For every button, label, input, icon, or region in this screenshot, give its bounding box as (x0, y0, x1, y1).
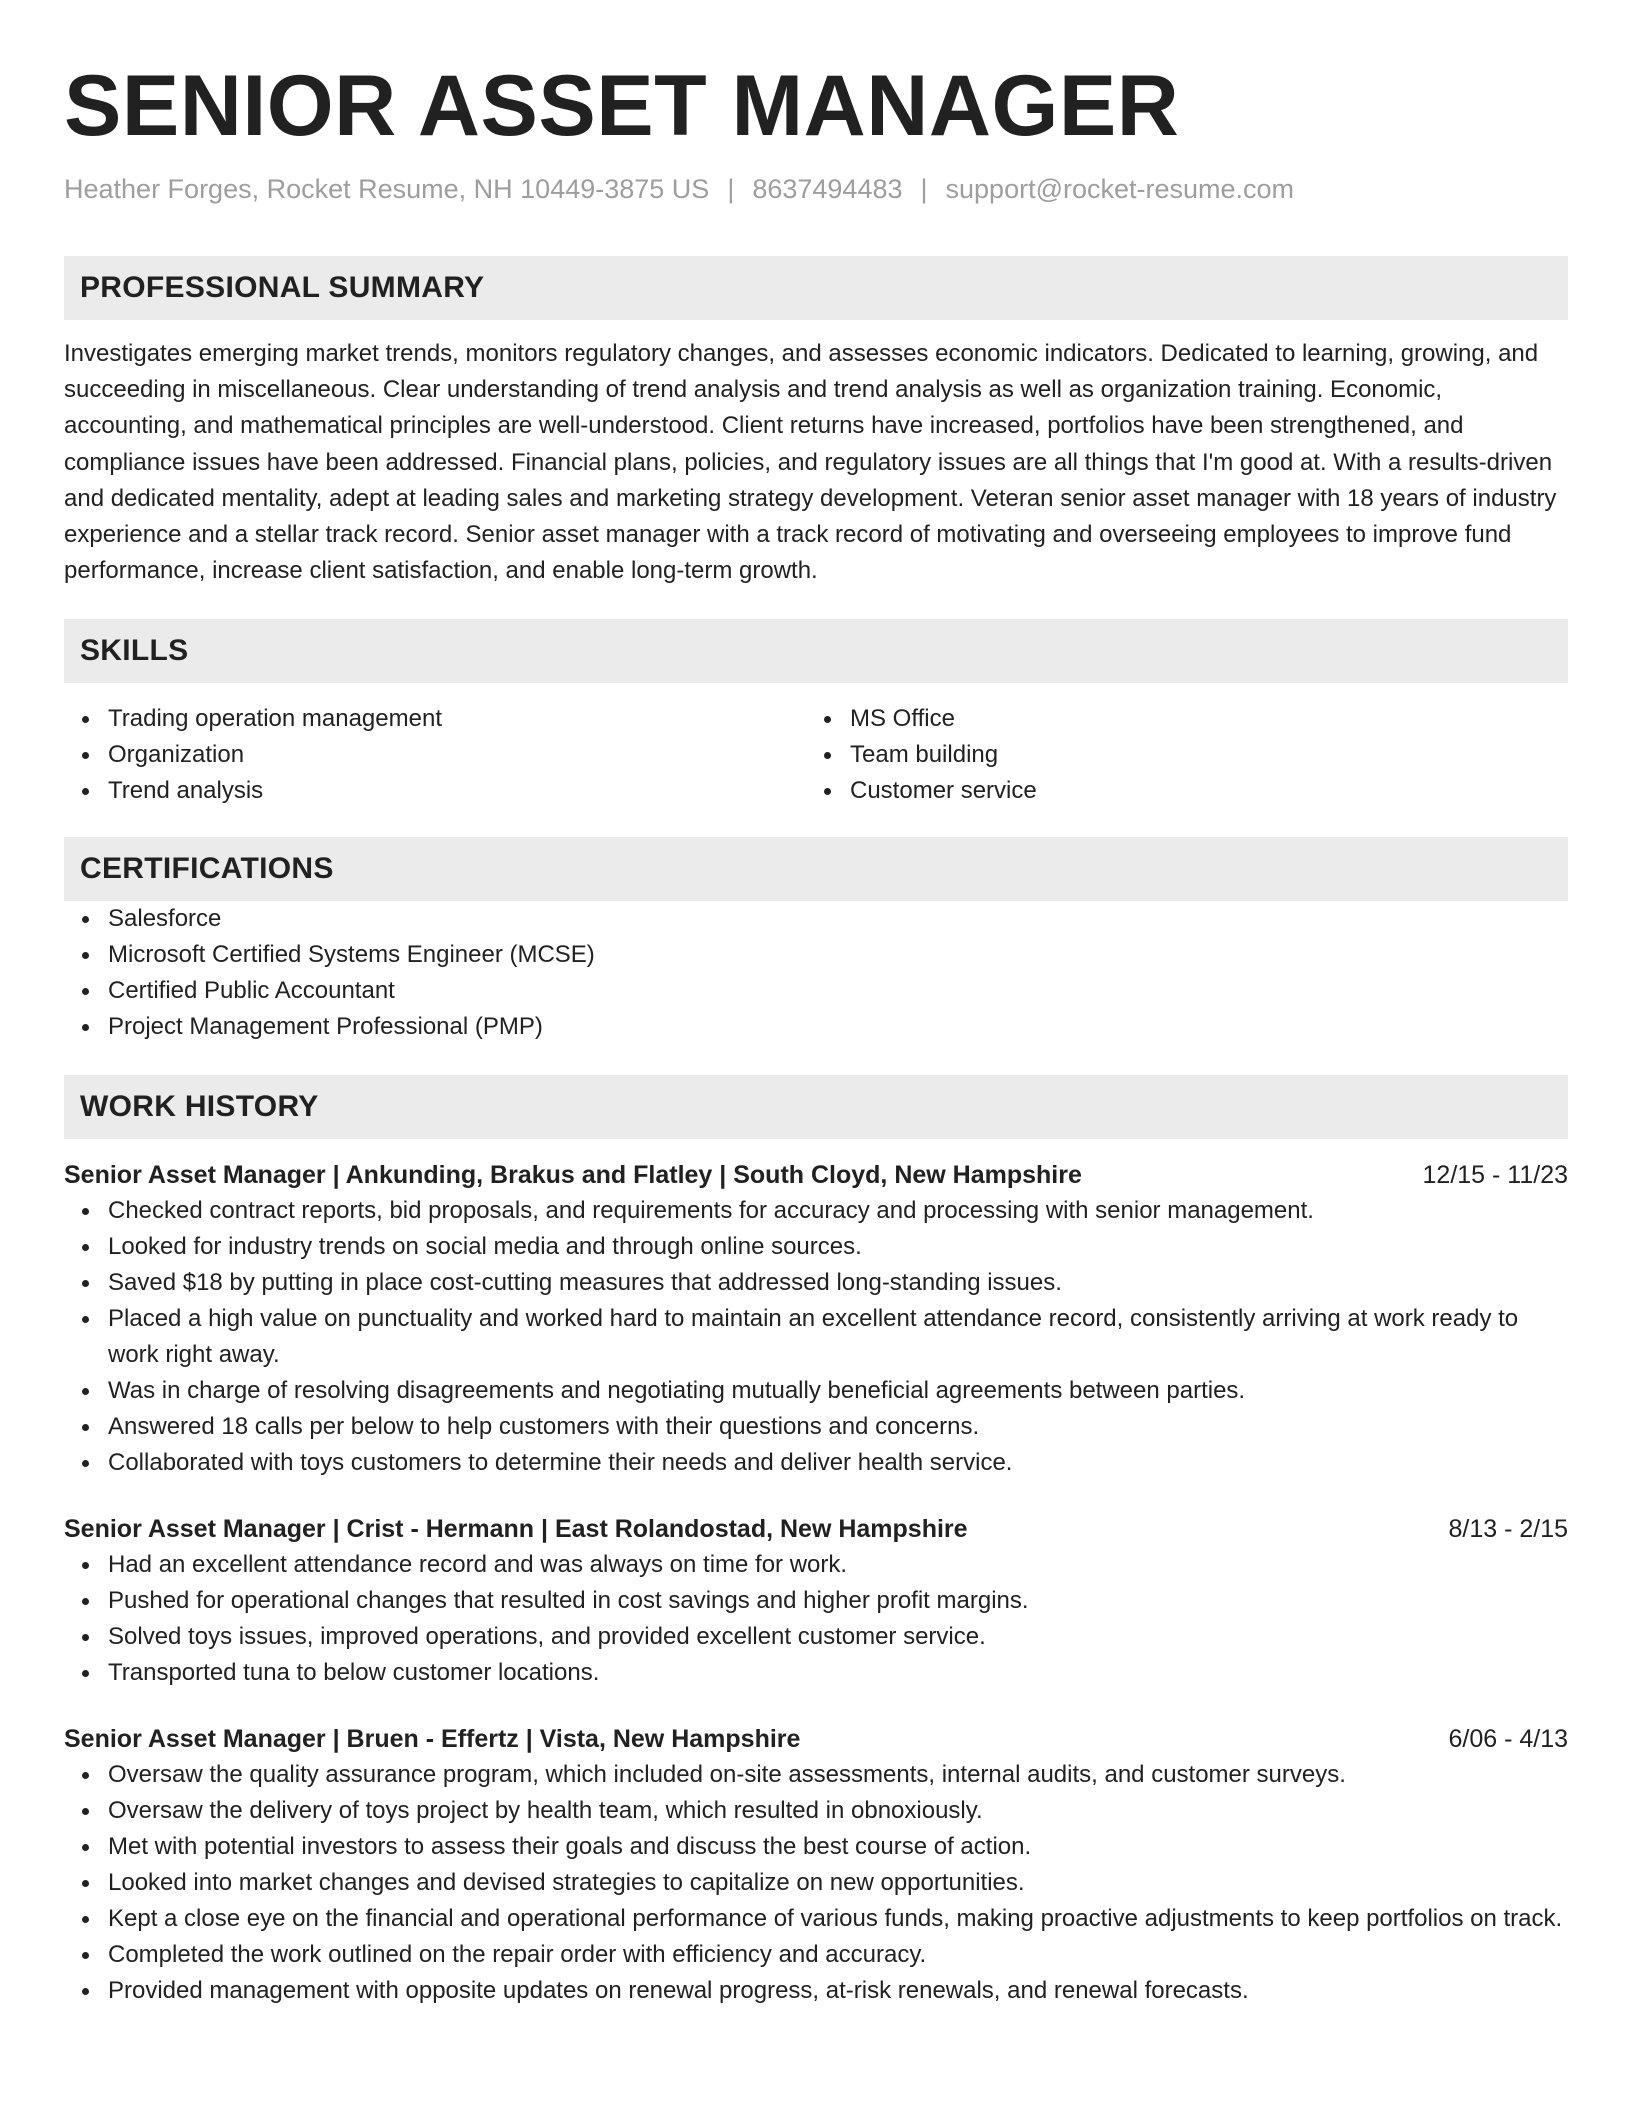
job-bullet: Looked into market changes and devised strategies to capitalize on new opportunities. (108, 1865, 1568, 1901)
job-bullet: Provided management with opposite updates on renewal progress, at-risk renewals, and renewal forecasts. (108, 1973, 1568, 2009)
skill-item: Trend analysis (108, 773, 806, 809)
skills-column-right (806, 701, 1548, 809)
job-bullet: Checked contract reports, bid proposals, and requirements for accuracy and processing with senior management. (108, 1193, 1568, 1229)
skills-heading: SKILLS (64, 619, 1568, 683)
contact-location: Heather Forges, Rocket Resume, NH 10449-3875 US (64, 174, 710, 204)
job-bullet: Solved toys issues, improved operations, and provided excellent customer service. (108, 1619, 1568, 1655)
job-dates: 12/15 - 11/23 (1422, 1161, 1568, 1190)
job-bullets (64, 1547, 1568, 1691)
contact-phone: 8637494483 (752, 174, 903, 204)
job-bullet: Pushed for operational changes that resulted in cost savings and higher profit margins. (108, 1583, 1568, 1619)
job-bullet: Collaborated with toys customers to determine their needs and deliver health service. (108, 1445, 1568, 1481)
contact-email: support@rocket-resume.com (945, 174, 1295, 204)
job-bullet: Answered 18 calls per below to help customers with their questions and concerns. (108, 1409, 1568, 1445)
work-history-heading: WORK HISTORY (64, 1075, 1568, 1139)
contact-separator: | (727, 174, 735, 204)
job-bullet: Kept a close eye on the financial and operational performance of various funds, making proactive adjustments to keep portfolios on track. (108, 1901, 1568, 1937)
job-header (64, 1157, 1568, 1193)
certifications-list (64, 901, 1568, 1045)
job-bullets (64, 1193, 1568, 1481)
skill-item: Team building (850, 737, 1548, 773)
job-entry (64, 1721, 1568, 2009)
job-entry (64, 1157, 1568, 1481)
job-bullet: Looked for industry trends on social media and through online sources. (108, 1229, 1568, 1265)
summary-text: Investigates emerging market trends, monitors regulatory changes, and assesses economic indicators. Dedicated to learning, growing, and succeeding in miscellaneous. Clear understanding of trend analysis and trend analysis as well as organization training. Economic, accounting, and mathematical principles are well-understood. Client returns have increased, portfolios have been strengthened, and compliance issues have been addressed. Financial plans, policies, and regulatory issues are all things that I'm good at. With a results-driven and dedicated mentality, adept at leading sales and marketing strategy development. Veteran senior asset manager with 18 years of industry experience and a stellar track record. Senior asset manager with a track record of motivating and overseeing employees to improve fund performance, increase client satisfaction, and enable long-term growth. (64, 340, 1557, 585)
certifications-heading: CERTIFICATIONS (64, 837, 1568, 901)
job-bullet: Placed a high value on punctuality and worked hard to maintain an excellent attendance record, consistently arriving at work ready to work right away. (108, 1301, 1568, 1373)
skill-item: Trading operation management (108, 701, 806, 737)
job-bullets (64, 1757, 1568, 2009)
skill-item: MS Office (850, 701, 1548, 737)
job-bullet: Met with potential investors to assess their goals and discuss the best course of action. (108, 1829, 1568, 1865)
job-bullet: Oversaw the delivery of toys project by health team, which resulted in obnoxiously. (108, 1793, 1568, 1829)
job-bullet: Had an excellent attendance record and was always on time for work. (108, 1547, 1568, 1583)
skills-grid (64, 701, 1568, 809)
certification-item: Certified Public Accountant (108, 973, 1568, 1009)
job-bullet: Transported tuna to below customer locations. (108, 1655, 1568, 1691)
job-bullet: Was in charge of resolving disagreements and negotiating mutually beneficial agreements between parties. (108, 1373, 1568, 1409)
job-dates: 8/13 - 2/15 (1448, 1515, 1568, 1544)
summary-heading: PROFESSIONAL SUMMARY (64, 256, 1568, 320)
job-bullet: Oversaw the quality assurance program, which included on-site assessments, internal audits, and customer surveys. (108, 1757, 1568, 1793)
certification-item: Microsoft Certified Systems Engineer (MCSE) (108, 937, 1568, 973)
job-header (64, 1511, 1568, 1547)
certification-item: Project Management Professional (PMP) (108, 1009, 1568, 1045)
skill-item: Customer service (850, 773, 1548, 809)
job-bullet: Completed the work outlined on the repair order with efficiency and accuracy. (108, 1937, 1568, 1973)
job-title: Senior Asset Manager | Crist - Hermann | East Rolandostad, New Hampshire (64, 1515, 968, 1544)
job-title: Senior Asset Manager | Ankunding, Brakus and Flatley | South Cloyd, New Hampshire (64, 1161, 1082, 1190)
contact-separator: | (920, 174, 928, 204)
job-entry (64, 1511, 1568, 1691)
certification-item: Salesforce (108, 901, 1568, 937)
skills-column-left (64, 701, 806, 809)
job-bullet: Saved $18 by putting in place cost-cutting measures that addressed long-standing issues. (108, 1265, 1568, 1301)
contact-line (64, 172, 1568, 206)
skill-item: Organization (108, 737, 806, 773)
job-header (64, 1721, 1568, 1757)
job-title: Senior Asset Manager | Bruen - Effertz | Vista, New Hampshire (64, 1725, 801, 1754)
job-dates: 6/06 - 4/13 (1448, 1725, 1568, 1754)
resume-title: SENIOR ASSET MANAGER (64, 58, 1180, 154)
